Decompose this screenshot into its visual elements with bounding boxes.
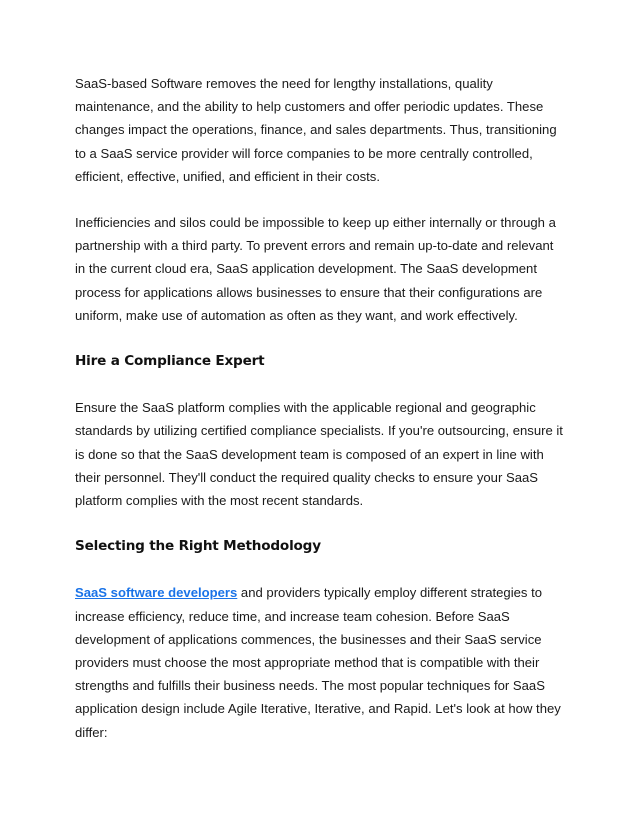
paragraph-inefficiencies: Inefficiencies and silos could be impossible to keep up either internally or through a partnership with a third party. To prevent errors and remain up-to-date and relevant in the current cloud era, SaaS application development. The SaaS development process for applications allows businesses to ensure that their configurations are uniform, make use of automation as often as they want, and work effectively. xyxy=(75,215,556,323)
heading-methodology: Selecting the Right Methodology xyxy=(75,538,321,555)
heading-compliance-expert: Hire a Compliance Expert xyxy=(75,353,265,370)
document-page xyxy=(75,72,565,744)
spacer xyxy=(75,188,565,211)
paragraph-methodology xyxy=(75,581,565,743)
spacer xyxy=(75,512,565,535)
paragraph-compliance: Ensure the SaaS platform complies with the applicable regional and geographic standards by utilizing certified compliance specialists. If you're outsourcing, ensure it is done so that the SaaS development team is composed of an expert in line with their personnel. They'll conduct the required quality checks to ensure your SaaS platform complies with the most recent standards. xyxy=(75,400,563,509)
paragraph-saas-benefits: SaaS-based Software removes the need for lengthy installations, quality maintenance, and the ability to help customers and offer periodic updates. These changes impact the operations, finance, and sales departments. Thus, transitioning to a SaaS service provider will force companies to be more centrally controlled, efficient, effective, unified, and efficient in their costs. xyxy=(75,76,557,184)
paragraph-methodology-text: and providers typically employ different strategies to increase efficiency, reduce time, and increase team cohesion. Before SaaS development of applications commences, the businesses and their SaaS service providers must choose the most appropriate method that is compatible with their strengths and fulfills their business needs. The most popular techniques for SaaS application design include Agile Iterative, Iterative, and Rapid. Let's look at how they differ: xyxy=(75,585,561,740)
spacer xyxy=(75,327,565,350)
spacer xyxy=(75,558,565,581)
spacer xyxy=(75,373,565,396)
saas-developers-link[interactable]: SaaS software developers xyxy=(75,585,238,601)
